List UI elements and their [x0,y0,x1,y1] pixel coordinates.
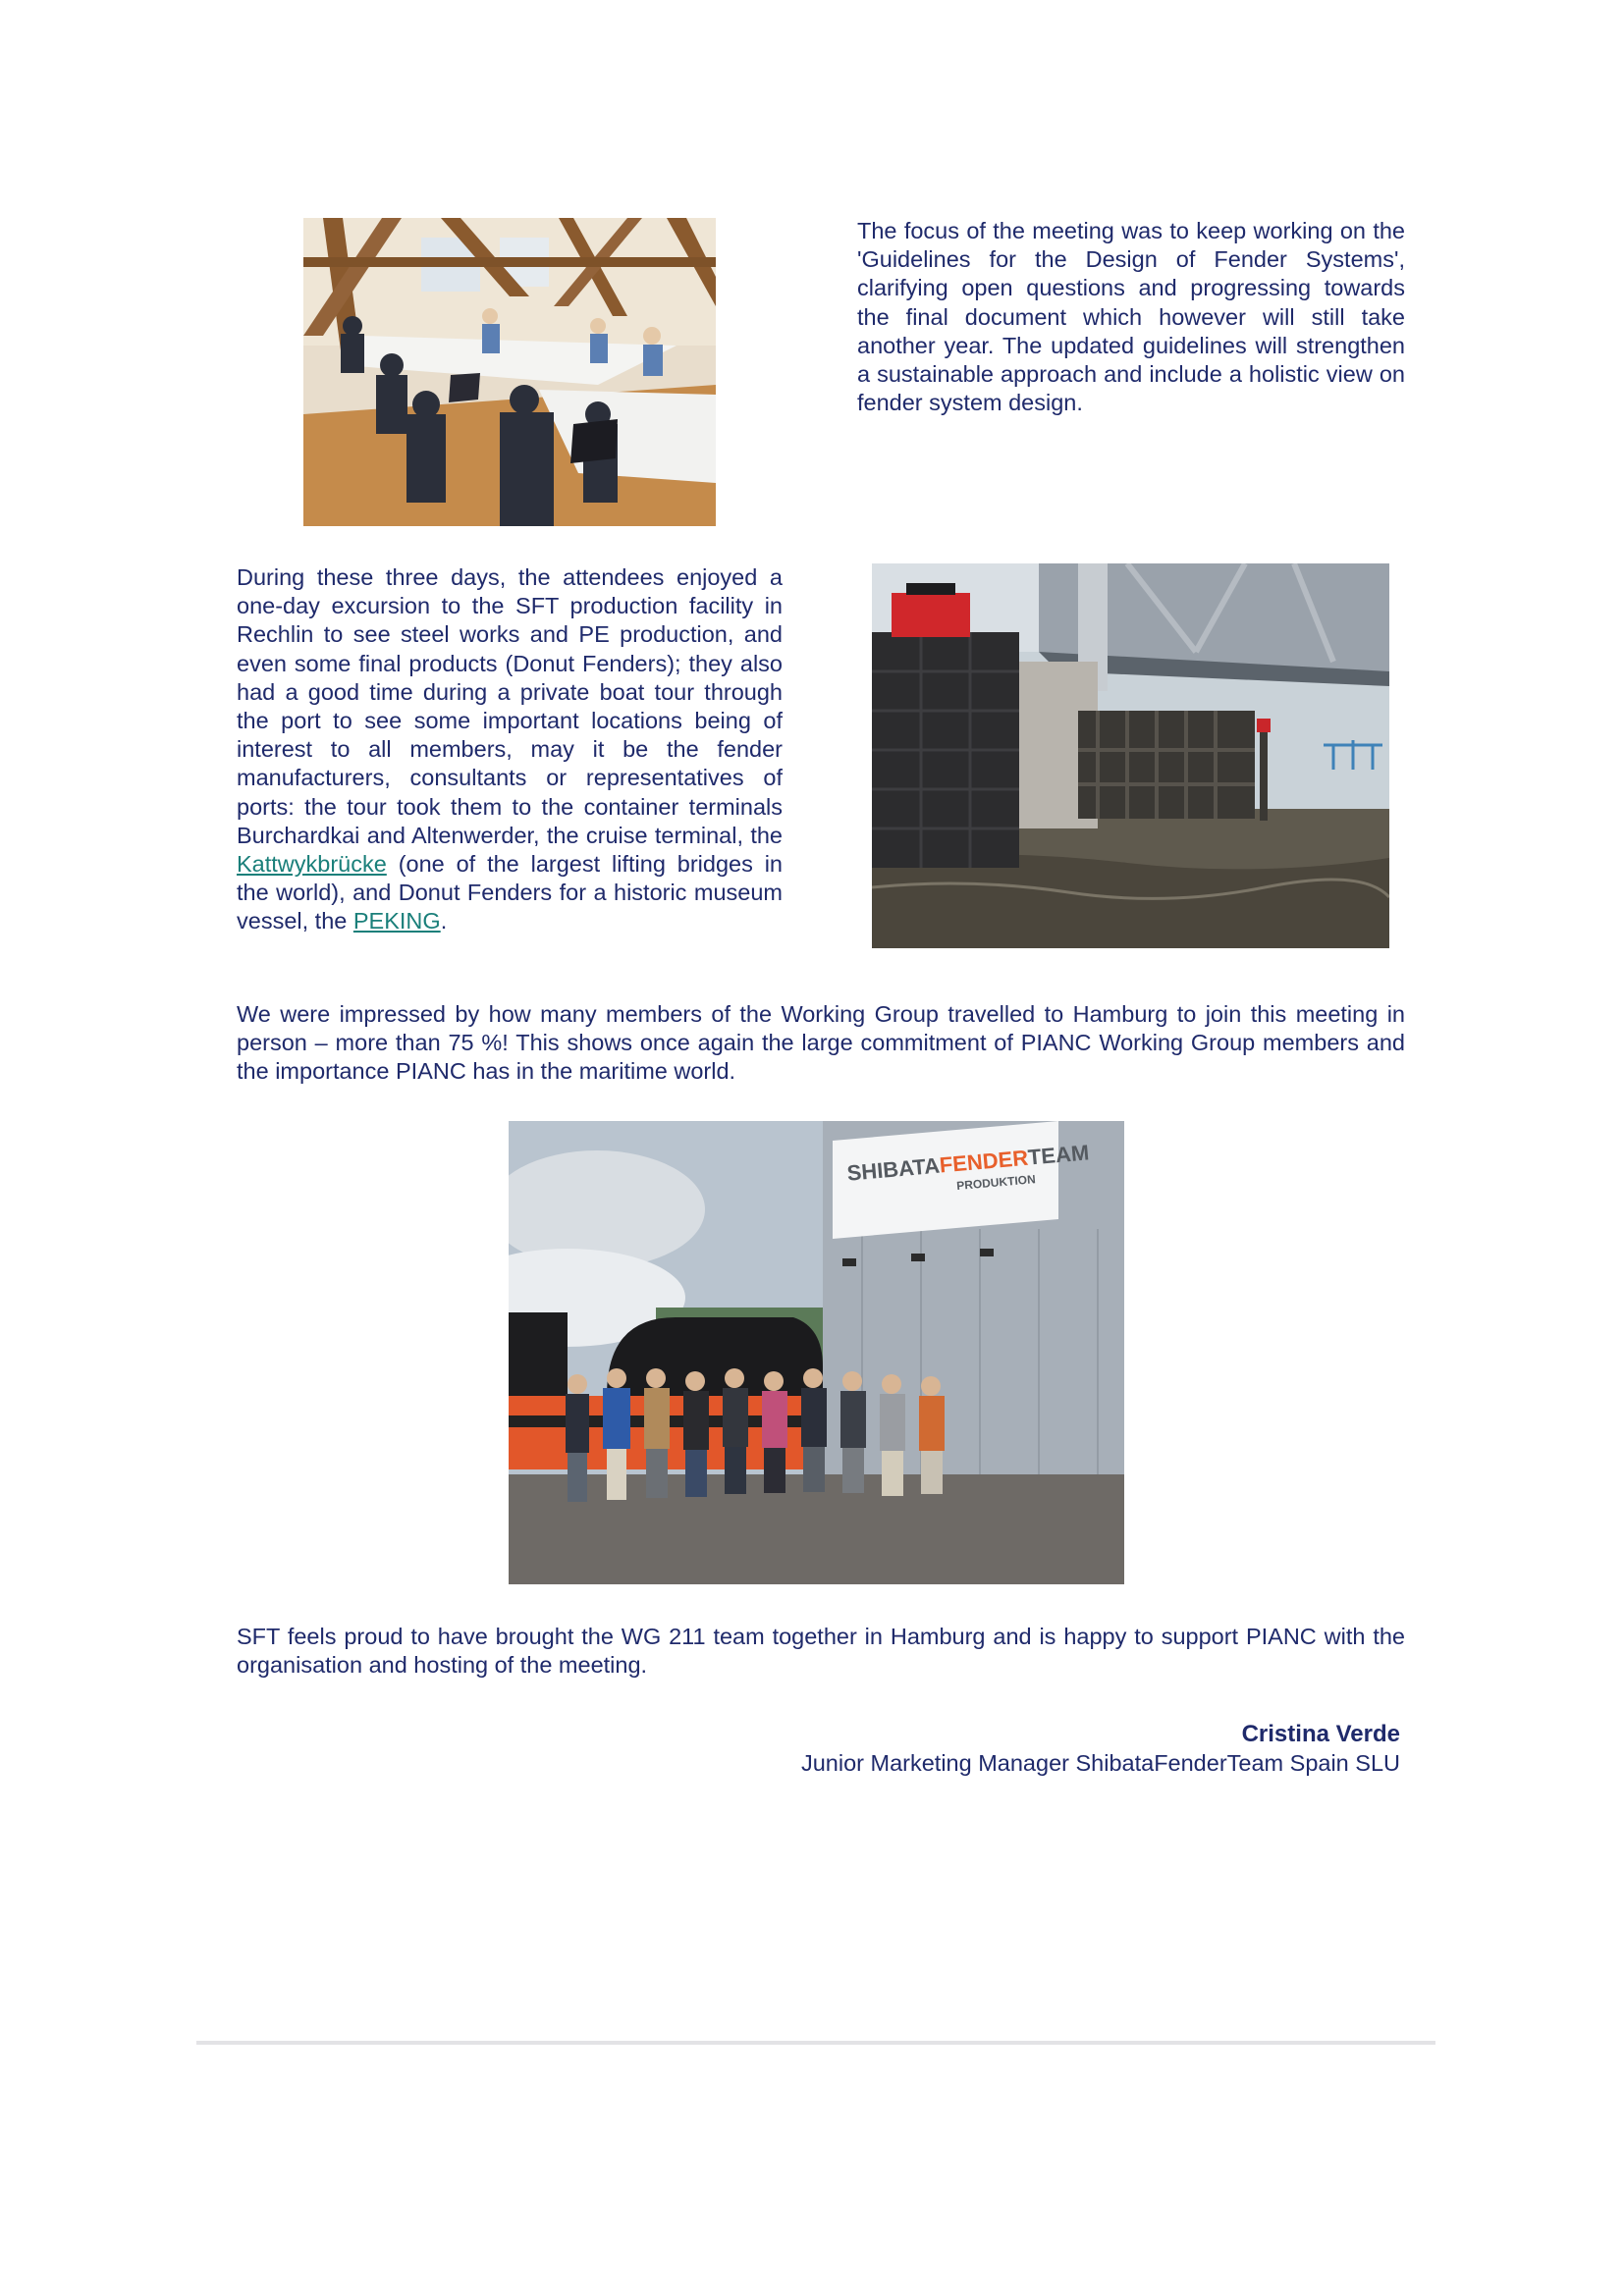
meeting-room-photo [303,218,716,526]
excursion-text-1: During these three days, the attendees enjoyed a one-day excursion to the SFT production facility in Rechlin to see steel works and PE production, and even some final products (Donut Fenders); they also had a good time during a private boat tour through the port to see some important locations being of interest to all members, may it be the fender manufacturers, consultants or representatives of ports: the tour took them to the container terminals Burchardkai and Altenwerder, the cruise terminal, the [237,564,783,848]
sign-brand-part2: FENDER [938,1145,1030,1178]
kattwykbruecke-link[interactable]: Kattwykbrücke [237,851,387,878]
meeting-focus-paragraph: The focus of the meeting was to keep working on the 'Guidelines for the Design of Fender Systems', clarifying open questions and progressing towards the final document which however will still take another year. The updated guidelines will strengthen a sustainable approach and include a holistic view on fender system design. [857,218,1405,416]
signature-title: Junior Marketing Manager ShibataFenderTeam Spain SLU [800,1750,1400,1776]
excursion-text-3: . [440,908,448,934]
closing-paragraph: SFT feels proud to have brought the WG 211 team together in Hamburg and is happy to support PIANC with the organisation and hosting of the meeting. [237,1624,1405,1679]
signature-name: Cristina Verde [1241,1721,1400,1747]
footer-divider [196,2041,1435,2045]
group-photo [509,1121,1124,1584]
harbour-bridge-photo [872,563,1389,948]
attendance-paragraph: We were impressed by how many members of the Working Group travelled to Hamburg to join this meeting in person – more than 75 %! This shows once again the large commitment of PIANC Working Group members and the importance PIANC has in the maritime world. [237,1001,1405,1085]
excursion-paragraph [237,563,783,936]
sign-subline: PRODUKTION [955,1172,1037,1194]
peking-link[interactable]: PEKING [352,908,441,934]
sign-brand-part1: SHIBATA [845,1152,941,1186]
excursion-text-2: (one of the largest lifting bridges in the world), and Donut Fenders for a historic museum vessel, the [237,851,783,934]
sign-brand-part3: TEAM [1026,1140,1091,1170]
